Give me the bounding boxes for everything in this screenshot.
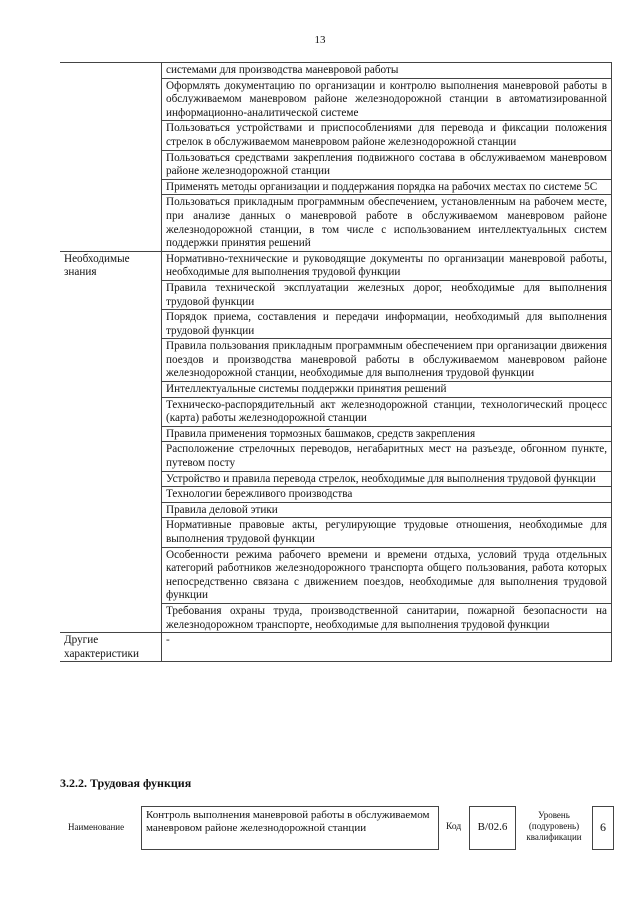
qualification-level-value: 6	[592, 806, 614, 850]
knowledge-item: Технологии бережливого производства	[162, 487, 612, 503]
knowledge-item: Правила технической эксплуатации железных дорог, необходимые для выполнения трудовой функции	[162, 280, 612, 309]
knowledge-item: Требования охраны труда, производственной санитарии, пожарной безопасности на железнодорожном транспорте, необходимые для выполнения трудовой функции	[162, 603, 612, 632]
code-label: Код	[446, 822, 462, 832]
knowledge-item: Техническо-распорядительный акт железнодорожной станции, технологический процесс (карта) работы железнодорожной станции	[162, 397, 612, 426]
section-heading: 3.2.2. Трудовая функция	[60, 776, 192, 790]
skill-item: Применять методы организации и поддержания порядка на рабочих местах по системе 5С	[162, 179, 612, 195]
knowledge-item: Правила пользования прикладным программным обеспечением при организации движения поездов и производства маневровой работы в обслуживаемом маневровом районе железнодорожной станции, необходимые для выполнения трудовой функции	[162, 339, 612, 382]
qualification-level-label: Уровень (подуровень) квалификации	[526, 810, 582, 842]
skills-label-cell	[60, 63, 162, 252]
skill-item: Пользоваться прикладным программным обеспечением, установленным на рабочем месте, при анализе данных о маневровой работе в обслуживаемом маневровом районе железнодорожной станции, в том числе с использованием интеллектуальных систем поддержки принятия решений	[162, 195, 612, 251]
labor-function-code: B/02.6	[469, 806, 516, 850]
page-number: 13	[314, 34, 326, 46]
skill-item: Пользоваться устройствами и приспособлениями для перевода и фиксации положения стрелок в обслуживаемом маневровом районе железнодорожной станции	[162, 121, 612, 150]
name-label: Наименование	[68, 822, 125, 832]
knowledge-item: Правила применения тормозных башмаков, средств закрепления	[162, 426, 612, 442]
table-row	[60, 63, 612, 79]
requirements-table	[60, 62, 612, 662]
knowledge-item: Порядок приема, составления и передачи информации, необходимый для выполнения трудовой функции	[162, 310, 612, 339]
other-characteristics-label: Другие характеристики	[60, 633, 162, 662]
knowledge-item: Правила деловой этики	[162, 502, 612, 518]
knowledge-label: Необходимые знания	[60, 251, 162, 632]
labor-function-name: Контроль выполнения маневровой работы в обслуживаемом маневровом районе железнодорожной станции	[141, 806, 439, 850]
skill-item: системами для производства маневровой работы	[162, 63, 612, 79]
labor-function-header	[60, 806, 616, 852]
skill-item: Оформлять документацию по организации и контролю выполнения маневровой работы в обслуживаемом маневровом районе железнодорожной станции в автоматизированной информационно-аналитической системе	[162, 78, 612, 121]
knowledge-item: Особенности режима рабочего времени и времени отдыха, условий труда отдельных категорий работников железнодорожного транспорта общего пользования, работа которых непосредственно связана с движением поездов, необходимые для выполнения трудовой функции	[162, 547, 612, 603]
knowledge-item: Нормативные правовые акты, регулирующие трудовые отношения, необходимые для выполнения трудовой функции	[162, 518, 612, 547]
other-characteristics-value: -	[162, 633, 612, 662]
knowledge-item: Расположение стрелочных переводов, негабаритных мест на разъезде, обгонном пункте, путевом посту	[162, 442, 612, 471]
knowledge-item: Интеллектуальные системы поддержки принятия решений	[162, 382, 612, 398]
knowledge-item: Устройство и правила перевода стрелок, необходимые для выполнения трудовой функции	[162, 471, 612, 487]
skill-item: Пользоваться средствами закрепления подвижного состава в обслуживаемом маневровом районе железнодорожной станции	[162, 150, 612, 179]
table-row	[60, 251, 612, 280]
table-row	[60, 633, 612, 662]
knowledge-item: Нормативно-технические и руководящие документы по организации маневровой работы, необходимые для выполнения трудовой функции	[162, 251, 612, 280]
